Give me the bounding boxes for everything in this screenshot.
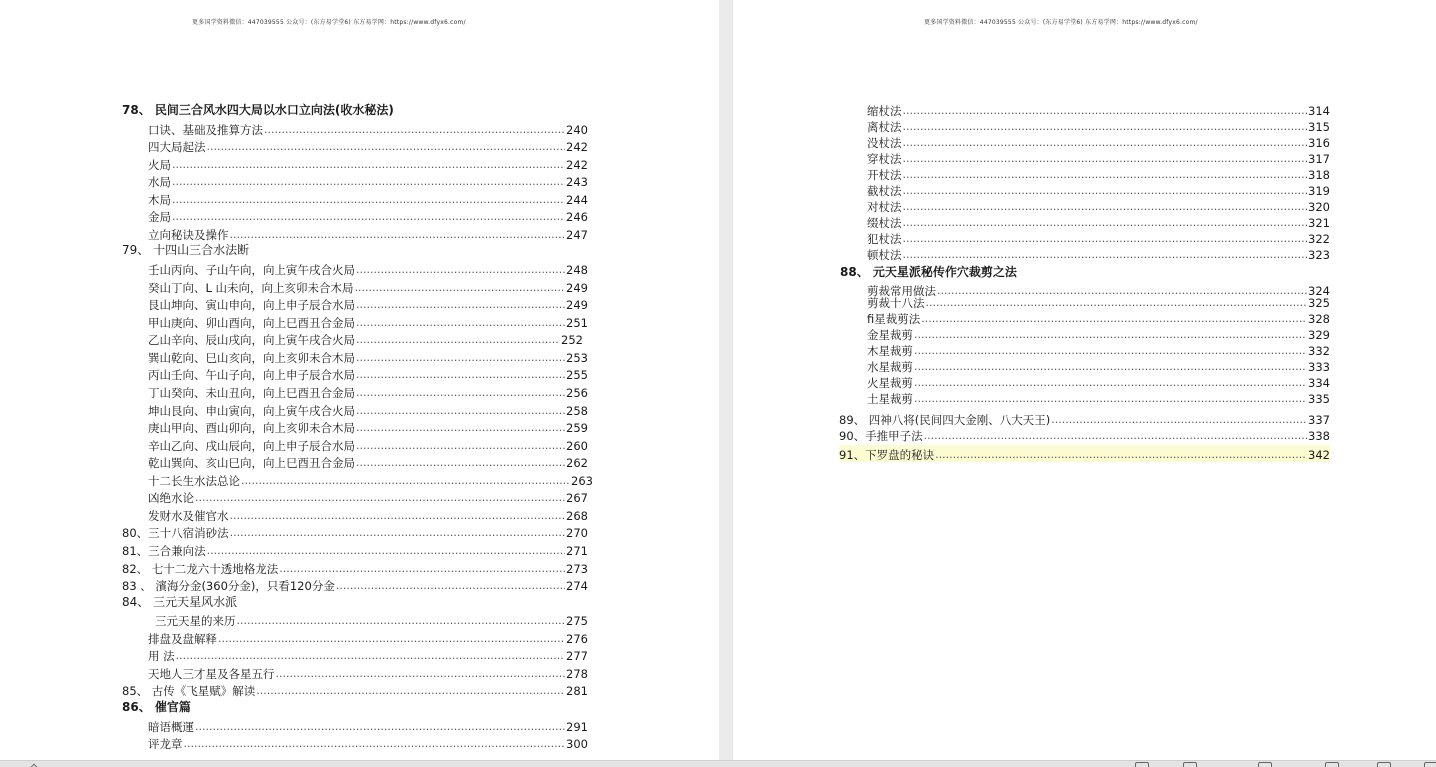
toc-entry[interactable]: [148, 225, 588, 242]
toc-entry[interactable]: [867, 133, 1330, 150]
toc-page-number: 324: [1308, 284, 1330, 298]
toc-page-number: 328: [1308, 312, 1330, 326]
toc-entry[interactable]: [148, 664, 588, 681]
toc-dot-leader: [921, 312, 1307, 326]
toc-entry[interactable]: [148, 646, 588, 663]
toc-page-number: 251: [566, 315, 588, 330]
toc-entry-title: 没杖法: [867, 136, 902, 150]
toc-page-number: 315: [1308, 120, 1330, 134]
toc-dot-leader: [903, 104, 1308, 118]
toc-entry-title: 91、下罗盘的秘诀: [839, 448, 935, 462]
toc-entry-title: 天地人三才星及各星五行: [148, 666, 275, 681]
toc-dot-leader: [914, 376, 1307, 390]
toc-dot-leader: [903, 232, 1308, 246]
toc-entry[interactable]: [839, 445, 1330, 462]
toc-page-number: 249: [566, 280, 588, 295]
toc-entry[interactable]: [867, 245, 1330, 262]
toc-page-number: 256: [566, 385, 588, 400]
toc-dot-leader: [356, 404, 565, 418]
toc-page-number: 260: [566, 438, 588, 453]
toc-entry-title: 土星裁剪: [867, 392, 913, 406]
toc-page-number: 248: [566, 263, 588, 278]
toc-dot-leader: [903, 200, 1308, 214]
toc-section-heading: 79、 十四山三合水法断: [122, 243, 250, 258]
toc-page-number: 337: [1308, 413, 1330, 427]
toc-dot-leader: [230, 228, 566, 242]
toc-entry[interactable]: [867, 117, 1330, 134]
toc-dot-leader: [914, 344, 1307, 358]
toc-entry-title: 辛山乙向、戌山辰向，向上申子辰合水局: [148, 438, 355, 453]
toc-entry[interactable]: [122, 576, 588, 593]
toc-entry-title: 排盘及盘解释: [148, 631, 217, 646]
toc-entry[interactable]: [122, 541, 588, 558]
toc-page-number: 291: [566, 719, 588, 734]
toc-entry-title: 坤山艮向、申山寅向，向上寅午戌合火局: [148, 403, 355, 418]
toc-entry-title: 82、 七十二龙六十透地格龙法: [122, 561, 279, 576]
toc-entry[interactable]: [867, 357, 1330, 374]
toc-entry[interactable]: [148, 453, 588, 470]
toc-page-number: 268: [566, 508, 588, 523]
toc-page-number: 263: [571, 473, 593, 488]
toc-entry-title: 水星裁剪: [867, 360, 913, 374]
toc-entry-title: 开杖法: [867, 168, 902, 182]
document-page-right: [733, 0, 1436, 760]
toc-entry[interactable]: [122, 559, 588, 576]
toc-entry[interactable]: [867, 341, 1330, 358]
toc-page-number: 332: [1308, 344, 1330, 358]
toc-entry-title: 十二长生水法总论: [148, 473, 240, 488]
toc-dot-leader: [172, 210, 565, 224]
toc-entry-title: 90、手推甲子法: [839, 429, 923, 443]
two-page-icon[interactable]: [1183, 762, 1197, 767]
toc-dot-leader: [926, 296, 1308, 310]
toc-entry-title: 剪裁十八法: [867, 296, 925, 310]
toc-entry[interactable]: [867, 229, 1330, 246]
toc-dot-leader: [230, 526, 565, 540]
toc-entry[interactable]: [148, 190, 588, 207]
toc-entry[interactable]: [867, 165, 1330, 182]
toc-entry-title: 离杖法: [867, 120, 902, 134]
toc-page-number: 335: [1308, 392, 1330, 406]
toc-dot-leader: [356, 456, 565, 470]
toc-entry[interactable]: [148, 365, 588, 382]
toc-entry[interactable]: [122, 681, 588, 698]
toc-dot-leader: [176, 649, 565, 663]
toc-page-number: 253: [566, 350, 588, 365]
toc-page-number: 270: [566, 526, 588, 541]
toc-dot-leader: [924, 429, 1307, 443]
toc-dot-leader: [903, 136, 1308, 150]
toc-entry[interactable]: [839, 426, 1330, 443]
toc-entry[interactable]: [148, 629, 588, 646]
toc-entry-title: 丙山壬向、午山子向，向上申子辰合水局: [148, 368, 355, 383]
toc-entry-title: 口诀、基础及推算方法: [148, 122, 263, 137]
toc-page-number: 267: [566, 491, 588, 506]
toc-page-number: 319: [1308, 184, 1330, 198]
toc-entry-title: 穿杖法: [867, 152, 902, 166]
toc-dot-leader: [207, 140, 566, 154]
toc-page-number: 242: [566, 140, 588, 155]
toc-entry-title: 壬山丙向、子山午向，向上寅午戌合火局: [148, 263, 355, 278]
toc-entry[interactable]: [148, 260, 588, 277]
toc-page-number: 247: [566, 227, 588, 242]
toc-entry[interactable]: [148, 436, 588, 453]
fit-width-icon[interactable]: [1325, 762, 1339, 767]
toc-entry-title: 金星裁剪: [867, 328, 913, 342]
toc-entry-title: 截杖法: [867, 184, 902, 198]
toc-entry[interactable]: [867, 213, 1330, 230]
viewer-toolbar: [0, 760, 1436, 767]
toc-page-number: 240: [566, 122, 588, 137]
toc-entry[interactable]: [155, 611, 588, 628]
toc-entry[interactable]: [867, 181, 1330, 198]
toc-page-number: 317: [1308, 152, 1330, 166]
toc-page-number: 274: [566, 579, 588, 594]
toc-entry[interactable]: [148, 471, 593, 488]
toc-dot-leader: [237, 614, 566, 628]
toc-dot-leader: [276, 667, 566, 681]
toc-entry[interactable]: [867, 389, 1330, 406]
toc-entry-title: 对杖法: [867, 200, 902, 214]
toc-entry[interactable]: [148, 155, 588, 172]
toc-dot-leader: [241, 474, 570, 488]
toc-entry[interactable]: [148, 418, 588, 435]
toc-entry-title: 乾山巽向、亥山巳向，向上巳酉丑合金局: [148, 456, 355, 471]
toc-dot-leader: [195, 720, 565, 734]
rotate-icon[interactable]: [1377, 762, 1391, 767]
toc-entry-title: 81、三合兼向法: [122, 544, 206, 558]
toc-entry[interactable]: [148, 278, 588, 295]
toc-page-number: 300: [566, 737, 588, 752]
toc-entry[interactable]: [867, 293, 1330, 310]
toc-dot-leader: [279, 562, 565, 576]
toc-page-number: 252: [561, 333, 583, 348]
toc-entry[interactable]: [148, 717, 588, 734]
toc-entry[interactable]: [867, 101, 1330, 118]
toc-entry-title: 庚山甲向、酉山卯向，向上亥卯未合木局: [148, 421, 355, 436]
single-page-icon[interactable]: [1135, 762, 1149, 767]
toc-page-number: 271: [566, 544, 588, 558]
toc-entry-title: 巽山乾向、巳山亥向，向上亥卯未合木局: [148, 350, 355, 365]
page-header: 更多国学资料微信：447039555 公众号：(东方易学堂6) 东方易学网：https://www.dfyx6.com/: [924, 19, 1198, 26]
toc-entry[interactable]: [148, 401, 588, 418]
toc-dot-leader: [184, 737, 566, 751]
toc-page-number: 321: [1308, 216, 1330, 230]
toc-entry[interactable]: [148, 383, 588, 400]
toc-entry-title: 癸山丁向、L 山未向，向上亥卯未合木局: [148, 280, 354, 295]
toc-page-number: 278: [566, 666, 588, 681]
toc-dot-leader: [264, 123, 565, 137]
toc-page-number: 258: [566, 403, 588, 418]
toc-entry[interactable]: [122, 523, 588, 540]
toc-dot-leader: [230, 509, 566, 523]
toc-dot-leader: [356, 439, 565, 453]
toc-entry-title: fi星裁剪法: [867, 312, 921, 326]
toc-entry[interactable]: [867, 309, 1330, 326]
toc-entry-title: 用 法: [148, 649, 175, 664]
toc-entry[interactable]: [148, 330, 583, 347]
toc-dot-leader: [903, 168, 1308, 182]
toc-entry-title: 缀杖法: [867, 216, 902, 230]
toc-dot-leader: [935, 448, 1307, 462]
toc-dot-leader: [914, 360, 1307, 374]
toc-dot-leader: [356, 298, 565, 312]
toc-dot-leader: [903, 184, 1308, 198]
toc-dot-leader: [172, 193, 565, 207]
toc-page-number: 314: [1308, 104, 1330, 118]
toc-entry-title: 评龙章: [148, 737, 183, 752]
toc-page-number: 320: [1308, 200, 1330, 214]
toc-dot-leader: [903, 120, 1308, 134]
toc-dot-leader: [256, 684, 565, 698]
toc-section-heading: 88、 元天星派秘传作穴裁剪之法: [840, 264, 1017, 279]
toc-entry[interactable]: [148, 313, 588, 330]
toc-dot-leader: [903, 216, 1308, 230]
toc-dot-leader: [355, 281, 565, 295]
toc-entry-title: 发财水及催官水: [148, 508, 229, 523]
page-header: 更多国学资料微信：447039555 公众号：(东方易学堂6) 东方易学网：https://www.dfyx6.com/: [192, 19, 466, 26]
toc-entry[interactable]: [867, 325, 1330, 342]
toc-entry-title: 水局: [148, 175, 171, 190]
toc-entry-title: 立向秘诀及操作: [148, 227, 229, 242]
toc-entry-title: 80、三十八宿消砂法: [122, 526, 229, 541]
toc-page-number: 277: [566, 649, 588, 664]
toc-entry[interactable]: [148, 348, 588, 365]
toc-entry[interactable]: [839, 410, 1330, 427]
toc-dot-leader: [356, 263, 565, 277]
toc-page-number: 276: [566, 631, 588, 646]
toc-page-number: 242: [566, 157, 588, 172]
more-icon[interactable]: [1424, 762, 1436, 767]
toc-entry-title: 甲山庚向、卯山酉向，向上巳酉丑合金局: [148, 315, 355, 330]
toc-entry-title: 83 、 濱海分金(360分金)，只看120分金: [122, 579, 335, 594]
toc-dot-leader: [172, 158, 565, 172]
toc-dot-leader: [356, 368, 565, 382]
toc-page-number: 338: [1308, 429, 1330, 443]
toc-dot-leader: [356, 333, 560, 347]
toc-page-number: 275: [566, 614, 588, 629]
toc-dot-leader: [914, 392, 1307, 406]
toc-dot-leader: [903, 248, 1308, 262]
toc-page-number: 244: [566, 192, 588, 207]
toc-dot-leader: [218, 632, 565, 646]
toc-dot-leader: [1051, 413, 1307, 427]
toc-page-number: 322: [1308, 232, 1330, 246]
toc-dot-leader: [356, 351, 565, 365]
toc-entry[interactable]: [148, 295, 588, 312]
toc-page-number: 318: [1308, 168, 1330, 182]
toc-entry-title: 暗语概運: [148, 719, 194, 734]
toc-entry[interactable]: [148, 207, 588, 224]
toc-entry-title: 85、 古传《飞星赋》解读: [122, 684, 256, 699]
toc-entry[interactable]: [148, 488, 588, 505]
toc-entry-title: 乙山辛向、辰山戌向，向上寅午戌合火局: [148, 333, 355, 348]
toc-page-number: 334: [1308, 376, 1330, 390]
toc-entry-title: 缩杖法: [867, 104, 902, 118]
toc-entry-title: 四大局起法: [148, 140, 206, 155]
toc-entry[interactable]: [148, 506, 588, 523]
toc-page-number: 329: [1308, 328, 1330, 342]
toc-entry-title: 三元天星的来历: [155, 614, 236, 629]
toc-entry-title: 木星裁剪: [867, 344, 913, 358]
toc-entry[interactable]: [148, 120, 588, 137]
fit-page-icon[interactable]: [1258, 762, 1272, 767]
toc-entry-title: 顿杖法: [867, 248, 902, 262]
toc-entry[interactable]: [148, 137, 588, 154]
toc-entry-title: 凶绝水论: [148, 491, 194, 506]
toc-page-number: 259: [566, 421, 588, 436]
toc-dot-leader: [195, 491, 565, 505]
toc-page-number: 273: [566, 561, 588, 576]
toc-entry-title: 剪裁常用做法: [867, 284, 936, 298]
toc-dot-leader: [914, 328, 1307, 342]
toc-entry[interactable]: [867, 149, 1330, 166]
toc-dot-leader: [172, 175, 565, 189]
toc-entry-title: 金局: [148, 210, 171, 225]
toc-dot-leader: [356, 386, 565, 400]
toc-entry-title: 89、 四神八将(民间四大金刚、八大天王): [839, 413, 1051, 427]
toc-page-number: 243: [566, 175, 588, 190]
toc-page-number: 281: [566, 684, 588, 699]
toc-section-heading: 78、 民间三合风水四大局以水口立向法(收水秘法): [122, 103, 394, 117]
toc-dot-leader: [207, 544, 565, 558]
toc-dot-leader: [356, 316, 565, 330]
toc-page-number: 316: [1308, 136, 1330, 150]
toc-entry-title: 木局: [148, 192, 171, 207]
toc-page-number: 325: [1308, 296, 1330, 310]
toc-entry[interactable]: [867, 197, 1330, 214]
toc-dot-leader: [356, 421, 565, 435]
toc-entry-title: 火局: [148, 157, 171, 172]
toc-page-number: 255: [566, 368, 588, 383]
toc-entry-title: 丁山癸向、未山丑向，向上巳酉丑合金局: [148, 385, 355, 400]
toc-dot-leader: [903, 152, 1308, 166]
toc-entry[interactable]: [148, 172, 588, 189]
toc-entry[interactable]: [148, 734, 588, 751]
toc-page-number: 333: [1308, 360, 1330, 374]
toc-dot-leader: [336, 579, 565, 593]
toc-page-number: 262: [566, 456, 588, 471]
toc-section-heading: 84、 三元天星风水派: [122, 594, 238, 609]
toc-page-number: 342: [1308, 448, 1330, 462]
toc-entry-title: 火星裁剪: [867, 376, 913, 390]
document-page-left: [0, 0, 719, 760]
chevron-down-icon[interactable]: [28, 764, 39, 767]
toc-page-number: 246: [566, 210, 588, 225]
toc-page-number: 323: [1308, 248, 1330, 262]
toc-entry-title: 犯杖法: [867, 232, 902, 246]
toc-entry-title: 艮山坤向、寅山申向，向上申子辰合水局: [148, 298, 355, 313]
toc-entry[interactable]: [867, 373, 1330, 390]
toc-page-number: 249: [566, 298, 588, 313]
toc-section-heading: 86、 催官篇: [122, 700, 191, 715]
